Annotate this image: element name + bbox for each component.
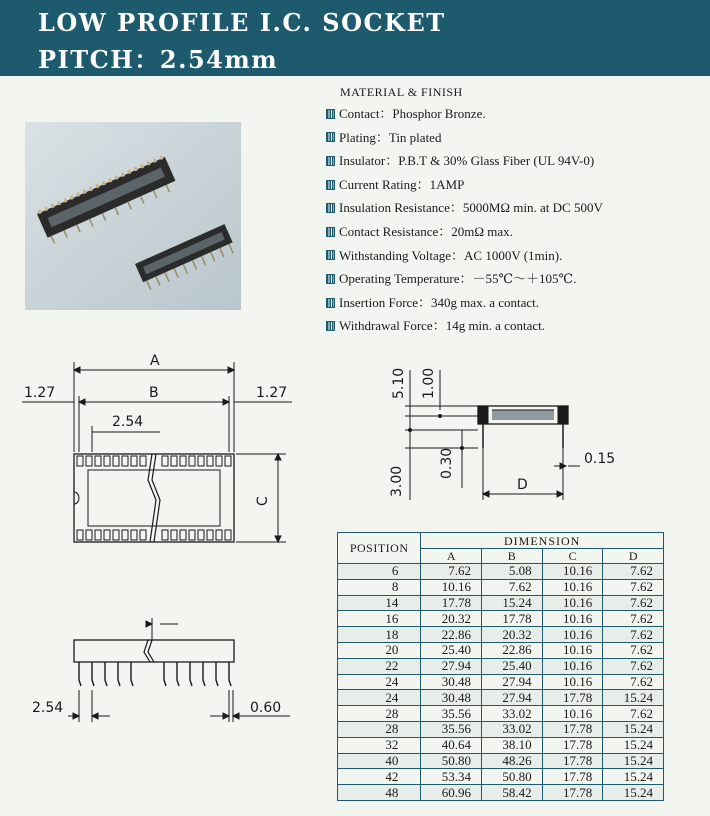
table-row: 24 30.48 27.94 10.16 7.62 — [338, 674, 664, 690]
spec-withstanding-voltage: Withstanding Voltage：AC 1000V (1min). — [326, 244, 706, 268]
spec-plating: Plating：Tin plated — [326, 126, 706, 150]
label-d: D — [517, 477, 528, 493]
dim-300: 3.00 — [389, 465, 405, 497]
dim-pin-060: 0.60 — [250, 700, 282, 716]
table-row: 8 10.16 7.62 10.16 7.62 — [338, 579, 664, 595]
dimension-table — [337, 532, 664, 801]
table-row: 18 22.86 20.32 10.16 7.62 — [338, 627, 664, 643]
dim-right-127: 1.27 — [256, 385, 288, 401]
label-c: C — [255, 496, 271, 506]
table-row: 48 60.96 58.42 17.78 15.24 — [338, 785, 664, 801]
table-row: 32 40.64 38.10 17.78 15.24 — [338, 737, 664, 753]
dim-100: 1.00 — [421, 367, 437, 399]
table-row: 28 35.56 33.02 17.78 15.24 — [338, 721, 664, 737]
material-finish-title: MATERIAL & FINISH — [340, 85, 463, 99]
col-a-header: A — [421, 549, 482, 564]
table-row: 28 35.56 33.02 10.16 7.62 — [338, 706, 664, 722]
label-a: A — [150, 353, 160, 369]
spec-contact: Contact：Phosphor Bronze. — [326, 102, 706, 126]
spec-insulator: Insulator：P.B.T & 30% Glass Fiber (UL 94V-0) — [326, 149, 706, 173]
dim-pitch-254-front: 2.54 — [32, 700, 64, 716]
spec-withdrawal-force: Withdrawal Force：14g min. a contact. — [326, 314, 706, 338]
spec-contact-resistance: Contact Resistance：20mΩ max. — [326, 220, 706, 244]
dim-015: 0.15 — [584, 451, 616, 467]
dim-left-127: 1.27 — [24, 385, 56, 401]
table-row: 6 7.62 5.08 10.16 7.62 — [338, 564, 664, 580]
spec-current-rating: Current Rating：1AMP — [326, 173, 706, 197]
col-d-header: D — [603, 549, 664, 564]
table-row: 16 20.32 17.78 10.16 7.62 — [338, 611, 664, 627]
col-c-header: C — [542, 549, 603, 564]
spec-operating-temperature: Operating Temperature：－55℃～＋105℃. — [326, 267, 706, 291]
spec-insulation-resistance: Insulation Resistance：5000MΩ min. at DC 500V — [326, 196, 706, 220]
page-subtitle-pitch: PITCH：2.54mm — [38, 45, 279, 74]
table-row: 14 17.78 15.24 10.16 7.62 — [338, 595, 664, 611]
dim-030: 0.30 — [439, 447, 455, 479]
dim-pitch-254: 2.54 — [112, 414, 144, 430]
dimension-header: DIMENSION — [421, 533, 664, 549]
table-row: 22 27.94 25.40 10.16 7.62 — [338, 658, 664, 674]
label-b: B — [149, 385, 159, 401]
table-row: 42 53.34 50.80 17.78 15.24 — [338, 769, 664, 785]
table-row: 20 25.40 22.86 10.16 7.62 — [338, 642, 664, 658]
col-b-header: B — [481, 549, 542, 564]
table-row: 40 50.80 48.26 17.78 15.24 — [338, 753, 664, 769]
position-header: POSITION — [338, 533, 421, 564]
page-title: LOW PROFILE I.C. SOCKET — [38, 8, 446, 37]
dim-510: 5.10 — [391, 367, 407, 399]
spec-insertion-force: Insertion Force：340g max. a contact. — [326, 291, 706, 315]
table-row: 24 30.48 27.94 17.78 15.24 — [338, 690, 664, 706]
